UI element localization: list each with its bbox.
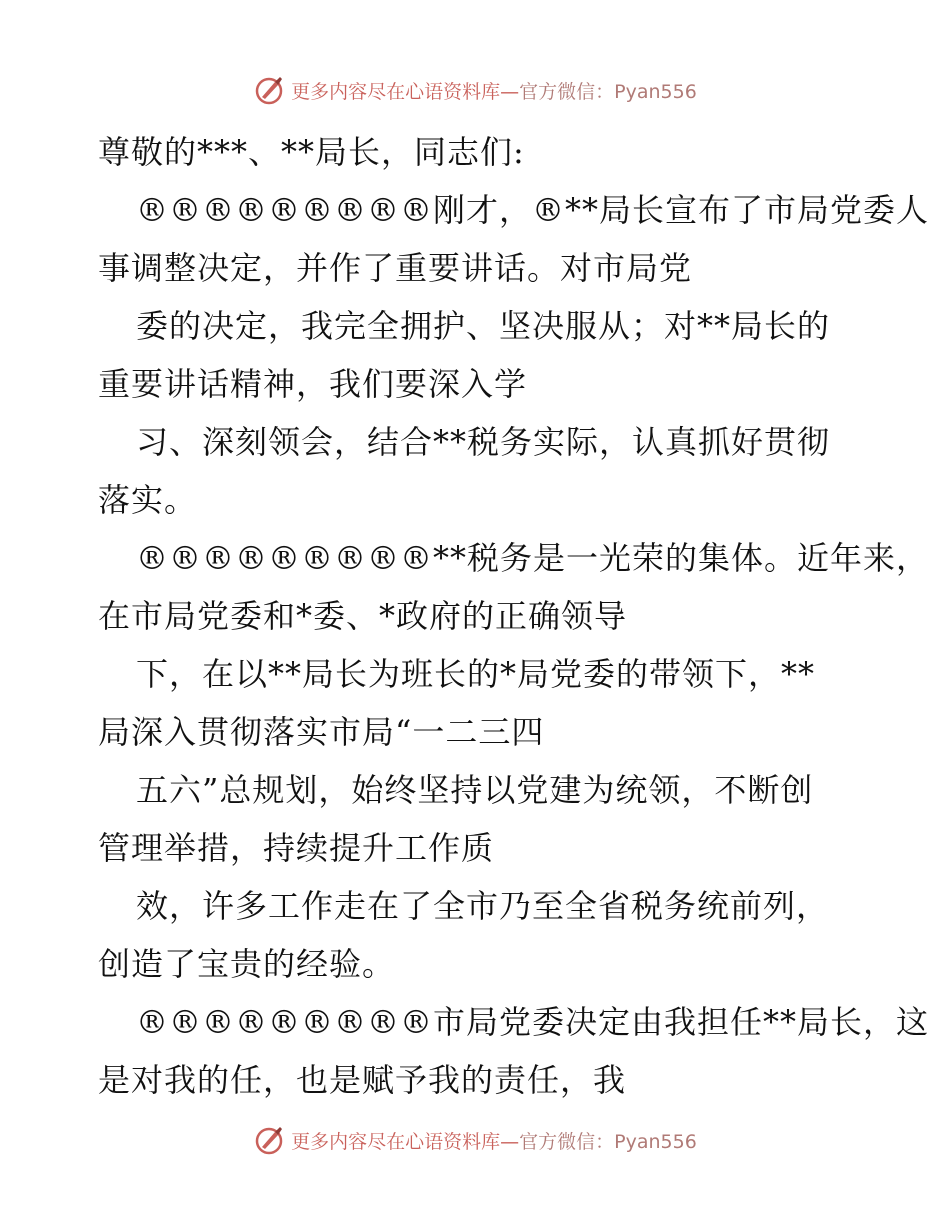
- watermark-header: [0, 70, 950, 110]
- body-line: 五六”总规划，始终坚持以党建为统领，不断创: [136, 771, 814, 809]
- body-line: 是对我的任，也是赋予我的责任，我: [98, 1061, 627, 1099]
- body-line: 效，许多工作走在了全市乃至全省税务统前列，: [136, 887, 830, 925]
- salutation-line: 尊敬的***、**局长，同志们:: [98, 133, 525, 171]
- body-line: ®®®®®®®®®市局党委决定由我担任**局长，这: [136, 1003, 930, 1041]
- body-line: 在市局党委和*委、*政府的正确领导: [98, 597, 628, 635]
- quill-pen-logo-icon: [253, 1124, 285, 1156]
- body-line: 局深入贯彻落实市局“一二三四: [98, 713, 545, 751]
- body-line: 下，在以**局长为班长的*局党委的带领下，**: [136, 655, 816, 693]
- watermark-sub-text: 官方微信：Pyan556: [519, 80, 697, 103]
- body-line: ®®®®®®®®®刚才，®**局长宣布了市局党委人: [136, 191, 930, 229]
- body-line: 委的决定，我完全拥护、坚决服从；对**局长的: [136, 307, 831, 345]
- quill-pen-logo-icon: [253, 74, 285, 106]
- body-line: 落实。: [98, 481, 198, 519]
- body-line: 创造了宝贵的经验。: [98, 945, 396, 983]
- body-line: 管理举措，持续提升工作质: [98, 829, 495, 867]
- watermark-main-text: 更多内容尽在心语资料库: [291, 1130, 501, 1153]
- watermark-footer: [0, 1120, 950, 1160]
- watermark-dash: —: [500, 1130, 520, 1153]
- body-line: 习、深刻领会，结合**税务实际，认真抓好贯彻: [136, 423, 831, 461]
- watermark-text: [291, 77, 697, 104]
- body-line: 事调整决定，并作了重要讲话。对市局党: [98, 249, 693, 287]
- watermark-dash: —: [500, 80, 520, 103]
- body-line: 重要讲话精神，我们要深入学: [98, 365, 528, 403]
- document-body: [98, 123, 930, 1109]
- watermark-sub-text: 官方微信：Pyan556: [519, 1130, 697, 1153]
- watermark-text: [291, 1127, 697, 1154]
- watermark-main-text: 更多内容尽在心语资料库: [291, 80, 501, 103]
- body-line: ®®®®®®®®®**税务是一光荣的集体。近年来，: [136, 539, 930, 577]
